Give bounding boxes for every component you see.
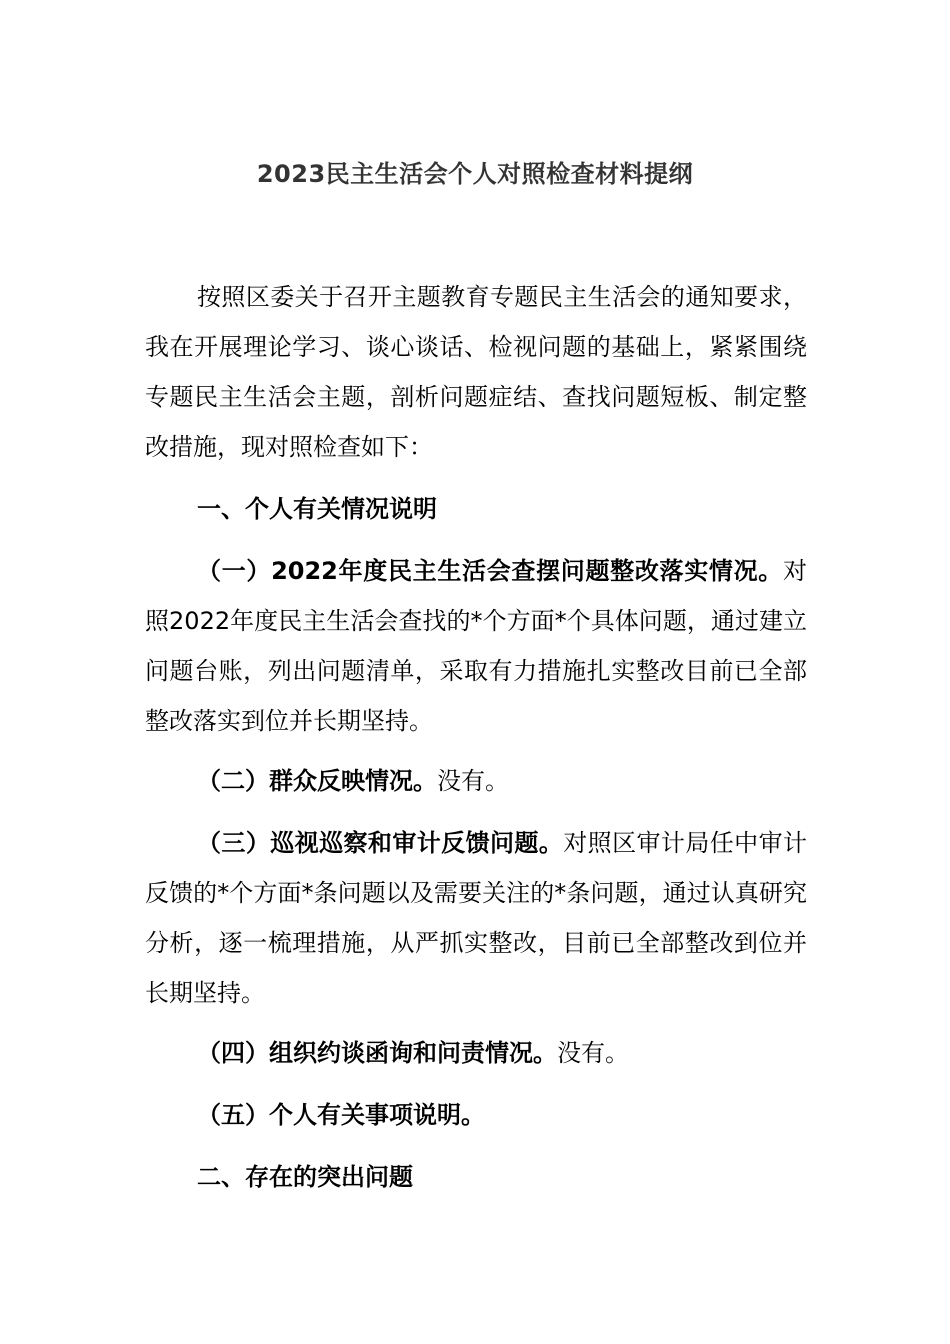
item-2-paragraph — [145, 756, 807, 806]
item-3-paragraph — [145, 818, 807, 1018]
document-title: 2023民主生活会个人对照检查材料提纲 — [256, 160, 694, 188]
item-4-paragraph — [145, 1028, 807, 1078]
item-4-title: （四）组织约谈函询和问责情况。 — [197, 1039, 557, 1067]
item-2-title: （二）群众反映情况。 — [197, 767, 437, 795]
item-3-text: 对照区审计局任中审计反馈的*个方面*条问题以及需要关注的*条问题，通过认真研究分析，逐一梳理措施，从严抓实整改，目前已全部整改到位并长期坚持。 — [145, 829, 807, 1007]
item-2-text: 没有。 — [437, 767, 509, 795]
item-1-text: 对照2022年度民主生活会查找的*个方面*个具体问题，通过建立问题台账，列出问题清单，采取有力措施扎实整改目前已全部整改落实到位并长期坚持。 — [145, 557, 807, 735]
section-1-heading: 一、个人有关情况说明 — [197, 495, 437, 523]
item-5-title: （五）个人有关事项说明。 — [197, 1101, 485, 1129]
item-1-paragraph — [145, 546, 807, 746]
item-5-paragraph — [145, 1090, 807, 1140]
section-2-heading: 二、存在的突出问题 — [197, 1163, 413, 1191]
item-3-title: （三）巡视巡察和审计反馈问题。 — [197, 829, 564, 857]
item-4-text: 没有。 — [557, 1039, 629, 1067]
intro-paragraph: 按照区委关于召开主题教育专题民主生活会的通知要求，我在开展理论学习、谈心谈话、检视问题的基础上，紧紧围绕专题民主生活会主题，剖析问题症结、查找问题短板、制定整改措施，现对照检查如下： — [145, 283, 807, 461]
item-1-title: （一）2022年度民主生活会查摆问题整改落实情况。 — [197, 557, 783, 585]
